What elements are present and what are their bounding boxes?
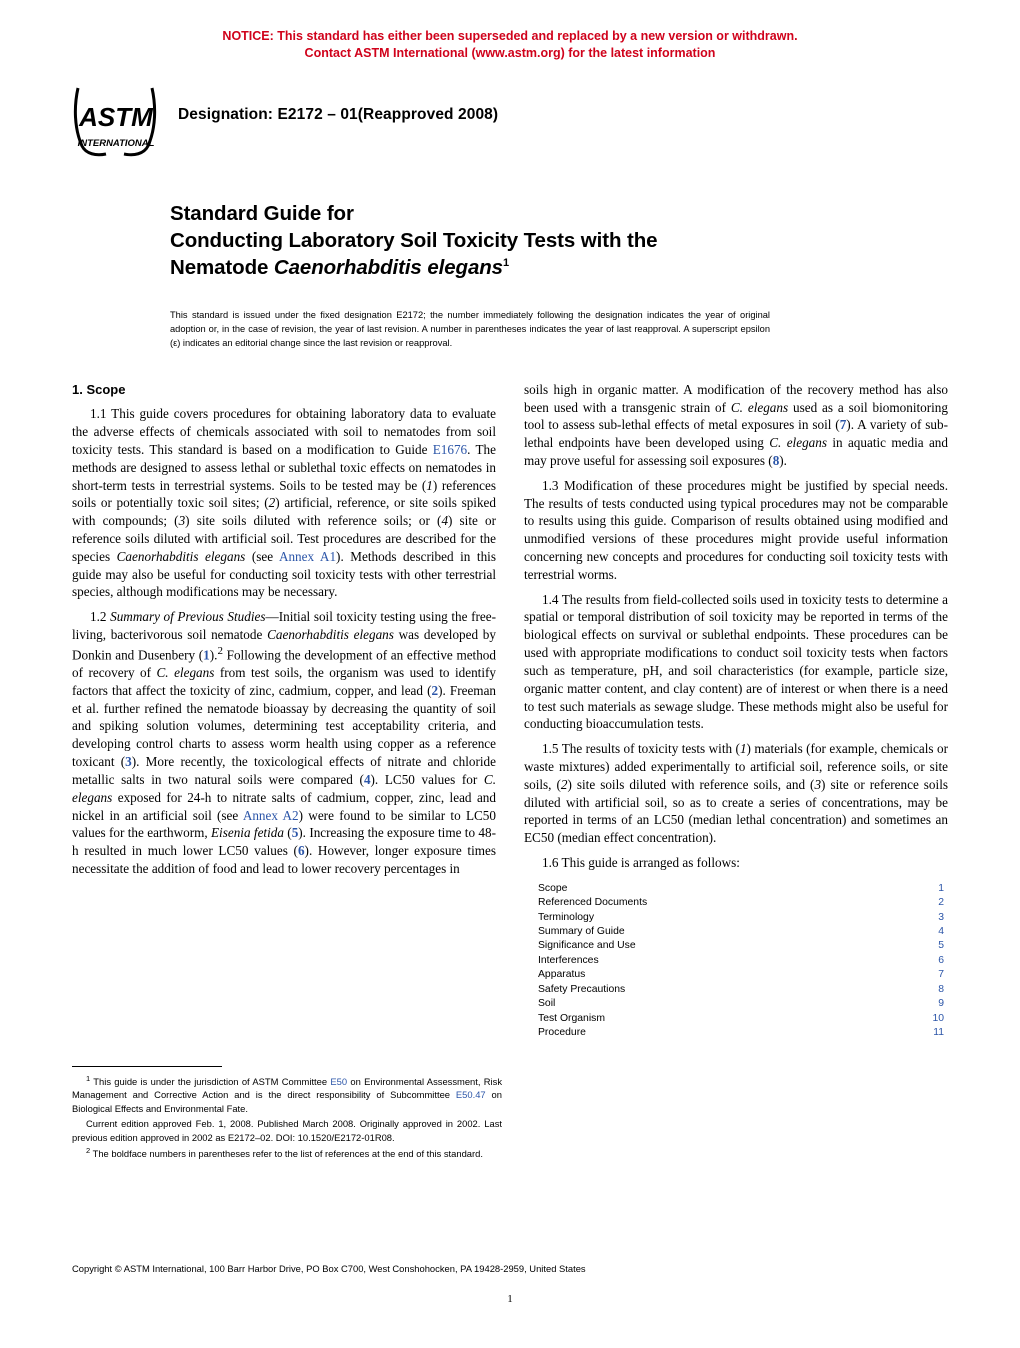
standard-issue-note: This standard is issued under the fixed designation E2172; the number immediately following the designation indicates the year of original adoption or, in the case of revision, the year of last revision. A number in parentheses indicates the year of last reapproval. A superscript epsilon (ε) indicates an editorial change since the last revision or reapproval. xyxy=(170,309,770,349)
list-item xyxy=(538,968,948,982)
withdrawn-notice xyxy=(0,28,1020,62)
svg-text:ASTM: ASTM xyxy=(79,101,153,132)
paragraph-1-2-continued xyxy=(524,381,948,470)
footnote-2-text: The boldface numbers in parentheses refer to the list of references at the end of this standard. xyxy=(90,1147,483,1159)
contents-number[interactable]: 4 xyxy=(938,926,944,938)
ref-2[interactable]: 2 xyxy=(431,682,439,698)
p11-species: Caenorhabditis elegans xyxy=(116,548,246,564)
contents-number[interactable]: 6 xyxy=(938,954,944,966)
p11-f: ) site or reference soils diluted with artificial soil. Test procedures are described for the species xyxy=(72,513,496,564)
p11-e: ) site soils diluted with reference soils; or ( xyxy=(185,513,442,529)
notice-line-2: Contact ASTM International (www.astm.org) for the latest information xyxy=(304,45,716,60)
contents-number[interactable]: 2 xyxy=(938,897,944,909)
title-species-name: Caenorhabditis elegans xyxy=(273,256,503,280)
contents-number[interactable]: 1 xyxy=(938,882,944,894)
ref-link-annex-a2[interactable]: Annex A2 xyxy=(242,807,299,823)
p15-a: 1.5 The results of toxicity tests with ( xyxy=(542,741,740,757)
p12-e: Following the development of an effective method of recovery of xyxy=(72,647,496,681)
title-block xyxy=(0,200,1020,351)
paragraph-1-1 xyxy=(72,405,496,601)
footnote-edition: Current edition approved Feb. 1, 2008. Published March 2008. Originally approved in 2002. Last previous edition approved in 2002 as E2172–02. DOI: 10.1520/E2172-01R08. xyxy=(72,1118,502,1143)
list-item xyxy=(538,911,948,925)
p15-i2: 2 xyxy=(560,776,568,792)
p12c-c: ). A variety of sub-lethal endpoints have been developed using xyxy=(524,417,948,451)
list-item xyxy=(538,939,948,953)
p12-b: —Initial soil toxicity testing using the free-living, bacterivorous soil nematode xyxy=(72,609,497,643)
title-line-2: Conducting Laboratory Soil Toxicity Tests with the xyxy=(170,229,658,252)
footnote-1-c: on Biological Effects and Environmental Fate. xyxy=(72,1089,502,1114)
ref-6[interactable]: 6 xyxy=(297,843,305,859)
ref-link-annex-a1[interactable]: Annex A1 xyxy=(278,548,337,564)
p15-b: ) materials (for example, chemicals or waste mixtures) added experimentally to artificial soil, reference soils, or site soils, ( xyxy=(524,741,948,792)
p12-f: from test soils, the organism was used to identify factors that affect the toxicity of zinc, cadmium, copper, and lead ( xyxy=(72,665,496,698)
paragraph-1-5 xyxy=(524,740,948,847)
p12c-e: ). xyxy=(779,452,787,468)
p12-title: Summary of Previous Studies xyxy=(110,609,266,625)
p11-h: ). Methods described in this guide may also be useful for conducting soil toxicity tests with other terrestrial species, although modifications may be necessary. xyxy=(72,548,496,600)
list-item xyxy=(538,983,948,997)
list-item xyxy=(538,1026,948,1040)
footnote-1 xyxy=(72,1074,502,1115)
right-column xyxy=(524,381,948,1041)
ref-8[interactable]: 8 xyxy=(772,452,780,468)
p12-k: ) were found to be similar to LC50 values for the earthworm, xyxy=(72,807,496,841)
contents-label: Terminology xyxy=(538,911,595,923)
p11-i2: 2 xyxy=(268,495,276,511)
contents-label: Safety Precautions xyxy=(538,983,626,995)
contents-label: Apparatus xyxy=(538,969,586,981)
astm-logo xyxy=(72,84,160,156)
title-line-3-prefix: Nematode xyxy=(170,256,274,280)
p11-d: ) artificial, reference, or site soils spiked with compounds; ( xyxy=(72,495,496,529)
footnote-2-marker: 2 xyxy=(86,1145,91,1155)
svg-text:INTERNATIONAL: INTERNATIONAL xyxy=(77,137,155,149)
p15-d: ) site or reference soils diluted with artificial soil, so as to create a series of concentrations, may be reported in terms of an LC50 (median lethal concentration) and sometimes an EC50 (median effect concentration). xyxy=(524,776,948,846)
p11-b: . The methods are designed to assess lethal or sublethal toxic effects on nematodes in short-term tests in terrestrial systems. Soils to be tested may be ( xyxy=(72,441,496,493)
ref-5[interactable]: 5 xyxy=(291,825,299,841)
title-line-3 xyxy=(170,254,948,281)
contents-number[interactable]: 9 xyxy=(938,998,944,1010)
p12-d: ). xyxy=(209,647,218,663)
contents-label: Referenced Documents xyxy=(538,897,648,909)
contents-list xyxy=(524,882,948,1040)
p12-j: exposed for 24-h to nitrate salts of cadmium, copper, zinc, lead and nickel in an artificial soil (see xyxy=(72,789,496,823)
contents-number[interactable]: 8 xyxy=(938,983,944,995)
p11-i3: 3 xyxy=(178,513,186,529)
contents-label: Scope xyxy=(538,882,568,894)
notice-line-1: NOTICE: This standard has either been superseded and replaced by a new version or withdrawn. xyxy=(222,29,798,43)
ref-link-e5047[interactable]: E50.47 xyxy=(455,1089,486,1101)
p12-species-1: Caenorhabditis elegans xyxy=(267,627,394,643)
p12-l: ( xyxy=(283,825,292,841)
footnote-1-b: on Environmental Assessment, Risk Management and Corrective Action and is the direct responsibility of Subcommittee xyxy=(72,1076,503,1101)
ref-1[interactable]: 1 xyxy=(203,647,210,663)
contents-number[interactable]: 10 xyxy=(932,1012,944,1024)
contents-label: Summary of Guide xyxy=(538,926,625,938)
p12c-a: soils high in organic matter. A modification of the recovery method has also been used with a transgenic strain of xyxy=(524,381,948,415)
p15-i1: 1 xyxy=(739,741,747,757)
footnote-1-marker: 1 xyxy=(86,1074,91,1083)
list-item xyxy=(538,882,948,896)
contents-label: Significance and Use xyxy=(538,940,636,952)
contents-number[interactable]: 7 xyxy=(938,969,944,981)
list-item xyxy=(538,896,948,910)
p12-species-3: C. elegans xyxy=(72,771,497,805)
list-item xyxy=(538,1012,948,1026)
contents-label: Procedure xyxy=(538,1026,586,1038)
footnote-2 xyxy=(72,1146,502,1160)
p12-n: ). However, longer exposure times necessitate the addition of food and lead to lower recovery percentages in xyxy=(72,843,497,876)
footnote-1-a: This guide is under the jurisdiction of ASTM Committee xyxy=(90,1076,331,1088)
p12-a: 1.2 xyxy=(90,609,111,625)
ref-4[interactable]: 4 xyxy=(363,771,371,787)
p12-m: ). Increasing the exposure time to 48-h resulted in much lower LC50 values ( xyxy=(72,825,496,859)
footnotes xyxy=(72,1066,502,1162)
p12-species-4: Eisenia fetida xyxy=(211,825,284,841)
p12-c: was developed by Donkin and Dusenbery ( xyxy=(72,627,496,663)
body-columns xyxy=(0,381,1020,1041)
paragraph-1-6: 1.6 This guide is arranged as follows: xyxy=(542,855,740,871)
contents-number[interactable]: 5 xyxy=(938,940,944,952)
p11-i4: 4 xyxy=(441,513,449,529)
list-item xyxy=(538,954,948,968)
ref-3[interactable]: 3 xyxy=(125,754,132,770)
page-title xyxy=(170,200,948,282)
contents-label: Test Organism xyxy=(538,1012,605,1024)
contents-label: Soil xyxy=(538,998,556,1010)
title-footnote-marker: 1 xyxy=(502,257,509,270)
p12c-species-1: C. elegans xyxy=(730,399,789,415)
paragraph-1-3: 1.3 Modification of these procedures might be justified by special needs. The results of tests conducted using typical procedures may not be comparable to results using this guide. Comparison of results obtained using modified and unmodified versions of these procedures might provide useful information concerning new concepts and procedures for conducting soil toxicity tests with terrestrial worms. xyxy=(524,477,948,582)
p11-i1: 1 xyxy=(426,477,433,493)
contents-label: Interferences xyxy=(538,954,599,966)
list-item xyxy=(538,925,948,939)
ref-link-e50[interactable]: E50 xyxy=(330,1076,348,1088)
designation-text: Designation: E2172 – 01(Reapproved 2008) xyxy=(178,105,499,123)
p12-footnote-marker: 2 xyxy=(217,644,223,657)
document-header xyxy=(0,84,1020,156)
p12c-species-2: C. elegans xyxy=(769,435,827,451)
p15-c: ) site soils diluted with reference soils, and ( xyxy=(567,776,815,792)
footnote-rule xyxy=(72,1066,222,1067)
p12-species-2: C. elegans xyxy=(156,665,215,681)
p12c-b: used as a soil biomonitoring tool to assess sub-lethal effects of metal exposures in soil ( xyxy=(524,399,948,433)
section-heading-scope: 1. Scope xyxy=(72,381,126,397)
p12c-d: in aquatic media and may prove useful for assessing soil exposures ( xyxy=(524,435,948,468)
left-column xyxy=(72,381,496,1041)
ref-7[interactable]: 7 xyxy=(839,417,847,433)
p11-c: ) references soils or potentially toxic soil sites; ( xyxy=(72,477,496,511)
paragraph-1-4: 1.4 The results from field-collected soils used in toxicity tests to determine a spatial or temporal distribution of soil toxicity may be reported in terms of the biological effects on survival or sublethal endpoints. These procedures can be used with appropriate modifications to conduct soil toxicity tests when factors such as temperature, pH, and soil characteristics (for example, particle size, organic matter content, and clay content) are of interest or when there is a need to test such materials as sewage sludge. These methods might also be useful for conducting bioaccumulation tests. xyxy=(524,591,948,732)
ref-link-e1676[interactable]: E1676 xyxy=(432,441,468,457)
contents-number[interactable]: 3 xyxy=(938,911,944,923)
title-line-1: Standard Guide for xyxy=(170,201,354,225)
list-item xyxy=(538,997,948,1011)
p11-a: 1.1 This guide covers procedures for obtaining laboratory data to evaluate the adverse effects of chemicals associated with soil to nematodes from soil toxicity tests. This standard is based on a modification to Guide xyxy=(72,406,496,457)
p12-g: ). Freeman et al. further refined the nematode bioassay by decreasing the quantity of soil and spiking solution volumes, determining test acceptability criteria, and developing control charts to assess worm health using copper as a reference toxicant ( xyxy=(72,682,497,770)
document-page xyxy=(0,28,1020,1348)
p12-h: ). More recently, the toxicological effects of nitrate and chloride metallic salts in two natural soils were compared ( xyxy=(72,754,497,787)
p12-i: ). LC50 values for xyxy=(370,771,484,787)
copyright-text: Copyright © ASTM International, 100 Barr Harbor Drive, PO Box C700, West Conshohocken, PA 19428-2959, United States xyxy=(72,1263,586,1274)
paragraph-1-2 xyxy=(72,608,496,878)
contents-number[interactable]: 11 xyxy=(933,1026,944,1038)
p15-i3: 3 xyxy=(814,776,822,792)
p11-g: (see xyxy=(245,548,279,564)
page-number: 1 xyxy=(507,1293,513,1305)
